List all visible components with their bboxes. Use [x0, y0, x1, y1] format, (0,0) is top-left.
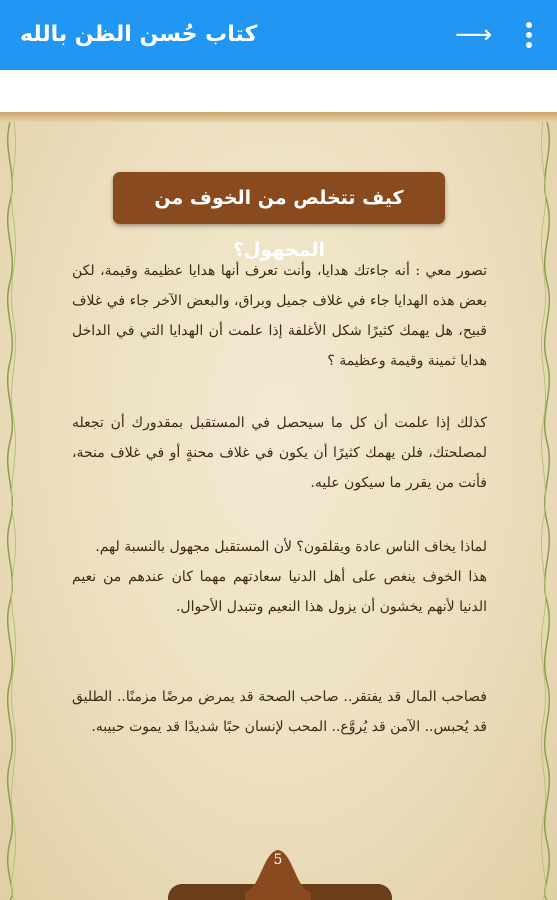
right-vine-border [537, 122, 557, 900]
chapter-heading: كيف تتخلص من الخوف من المجهول؟ [113, 172, 445, 224]
book-page[interactable] [0, 112, 557, 900]
app-bar [0, 0, 557, 70]
app-title: كتاب حُسن الظن بالله [20, 22, 258, 47]
left-vine-border [0, 122, 20, 900]
more-vert-icon[interactable] [517, 16, 541, 54]
page-top-band [0, 112, 557, 122]
arrow-right-icon[interactable]: ⟶ [455, 20, 493, 50]
paragraph-1: تصور معي : أنه جاءتك هدايا، وأنت تعرف أنها هدايا عظيمة وقيمة، لكن بعض هذه الهدايا جاء في غلاف جميل وبراق، والبعض الآخر جاء في غلاف قبيح، هل يهمك كثيرًا شكل الأغلفة إذا علمت أن الهدايا التي في الداخل هدايا ثمينة وقيمة وعظيمة ؟ [72, 263, 487, 369]
page-number-badge [245, 842, 311, 900]
paragraph-2: كذلك إذا علمت أن كل ما سيحصل في المستقبل بمقدورك أن تجعله لمصلحتك، فلن يهمك كثيرًا أن يكون في غلاف محنةٍ أو في غلاف منحة، فأنت من يقرر ما سيكون عليه. [72, 415, 487, 491]
paragraph-3: لماذا يخاف الناس عادة ويقلقون؟ لأن المستقبل مجهول بالنسبة لهم. هذا الخوف ينغص على أهل الدنيا سعادتهم مهما كان عندهم من نعيم الدنيا لأنهم يخشون أن يزول هذا النعيم وتتبدل الأحوال. [72, 539, 487, 615]
spacer [0, 70, 557, 112]
page-number: 5 [273, 852, 283, 868]
paragraph-4: فصاحب المال قد يفتقر.. صاحب الصحة قد يمرض مرضًا مزمنًا.. الطليق قد يُحبس.. الآمن قد يُروَّع.. المحب لإنسان حبًا شديدًا قد يموت حبيبه. [72, 689, 487, 735]
